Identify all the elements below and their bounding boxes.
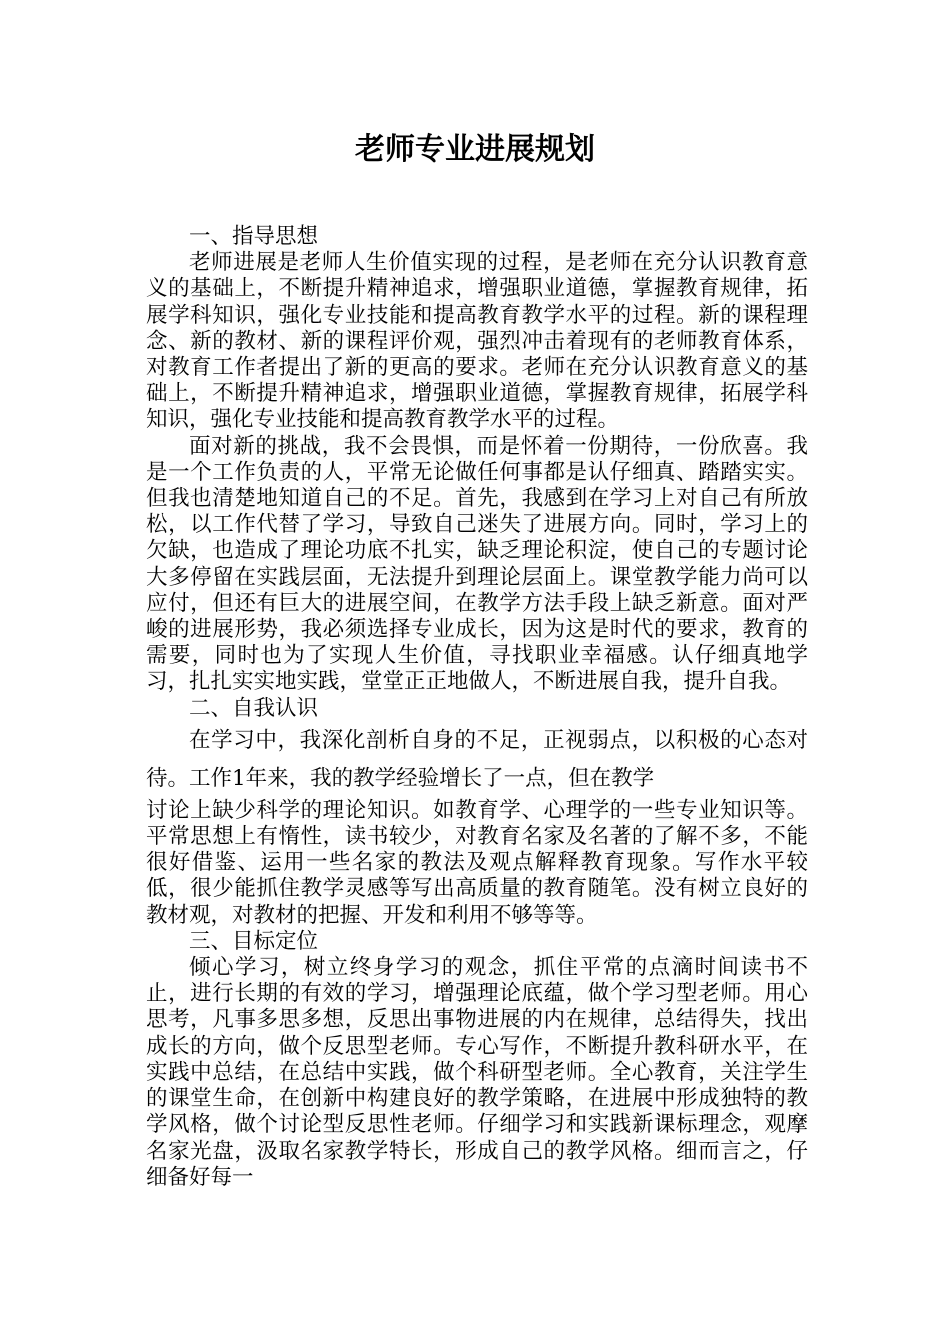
paragraph-self-analysis-cont: 讨论上缺少科学的理论知识。如教育学、心理学的一些专业知识等。平常思想上有惰性，读书较少，对教育名家及名著的了解不多，不能很好借鉴、运用一些名家的教法及观点解释教育现象。写作水平较低，很少能抓住教学灵感等写出高质量的教育随笔。没有树立良好的教材观，对教材的把握、开发和利用不够等等。 bbox=[146, 797, 808, 928]
section-heading-guiding-thought: 一、指导思想 bbox=[189, 224, 319, 249]
paragraph-self-analysis-start: 在学习中，我深化剖析自身的不足，正视弱点，以积极的心态对待。工作1年来，我的教学经验增长了一点，但在教学 bbox=[146, 727, 808, 791]
section-heading-self-awareness: 二、自我认识 bbox=[189, 695, 319, 721]
paragraph-facing-challenges: 面对新的挑战，我不会畏惧，而是怀着一份期待，一份欣喜。我是一个工作负责的人，平常无论做任何事都是认仔细真、踏踏实实。但我也清楚地知道自己的不足。首先，我感到在学习上对自己有所放松，以工作代替了学习，导致自己迷失了进展方向。同时，学习上的欠缺，也造成了理论功底不扎实，缺乏理论积淀，使自己的专题讨论大多停留在实践层面，无法提升到理论层面上。课堂教学能力尚可以应付，但还有巨大的进展空间，在教学方法手段上缺乏新意。面对严峻的进展形势，我必须选择专业成长，因为这是时代的要求，教育的需要，同时也为了实现人生价值，寻找职业幸福感。认仔细真地学习，扎扎实实地实践，堂堂正正地做人，不断进展自我，提升自我。 bbox=[146, 433, 808, 695]
paragraph-teacher-development: 老师进展是老师人生价值实现的过程，是老师在充分认识教育意义的基础上，不断提升精神追求，增强职业道德，掌握教育规律，拓展学科知识，强化专业技能和提高教育教学水平的过程。新的课程理念、新的教材、新的课程评价观，强烈冲击着现有的老师教育体系，对教育工作者提出了新的更高的要求。老师在充分认识教育意义的基础上，不断提升精神追求，增强职业道德，掌握教育规律，拓展学科知识，强化专业技能和提高教育教学水平的过程。 bbox=[146, 250, 808, 433]
section-heading-goal-positioning: 三、目标定位 bbox=[189, 928, 319, 954]
document-title: 老师专业进展规划 bbox=[355, 132, 595, 167]
paragraph-goals: 倾心学习，树立终身学习的观念，抓住平常的点滴时间读书不止，进行长期的有效的学习，增强理论底蕴，做个学习型老师。用心思考，凡事多思多想，反思出事物进展的内在规律，总结得失，找出成长的方向，做个反思型老师。专心写作，不断提升教科研水平，在实践中总结，在总结中实践，做个科研型老师。全心教育，关注学生的课堂生命，在创新中构建良好的教学策略，在进展中形成独特的教学风格，做个讨论型反思性老师。仔细学习和实践新课标理念，观摩名家光盘，汲取名家教学特长，形成自己的教学风格。细而言之，仔细备好每一 bbox=[146, 955, 808, 1190]
document-body bbox=[146, 224, 808, 1191]
